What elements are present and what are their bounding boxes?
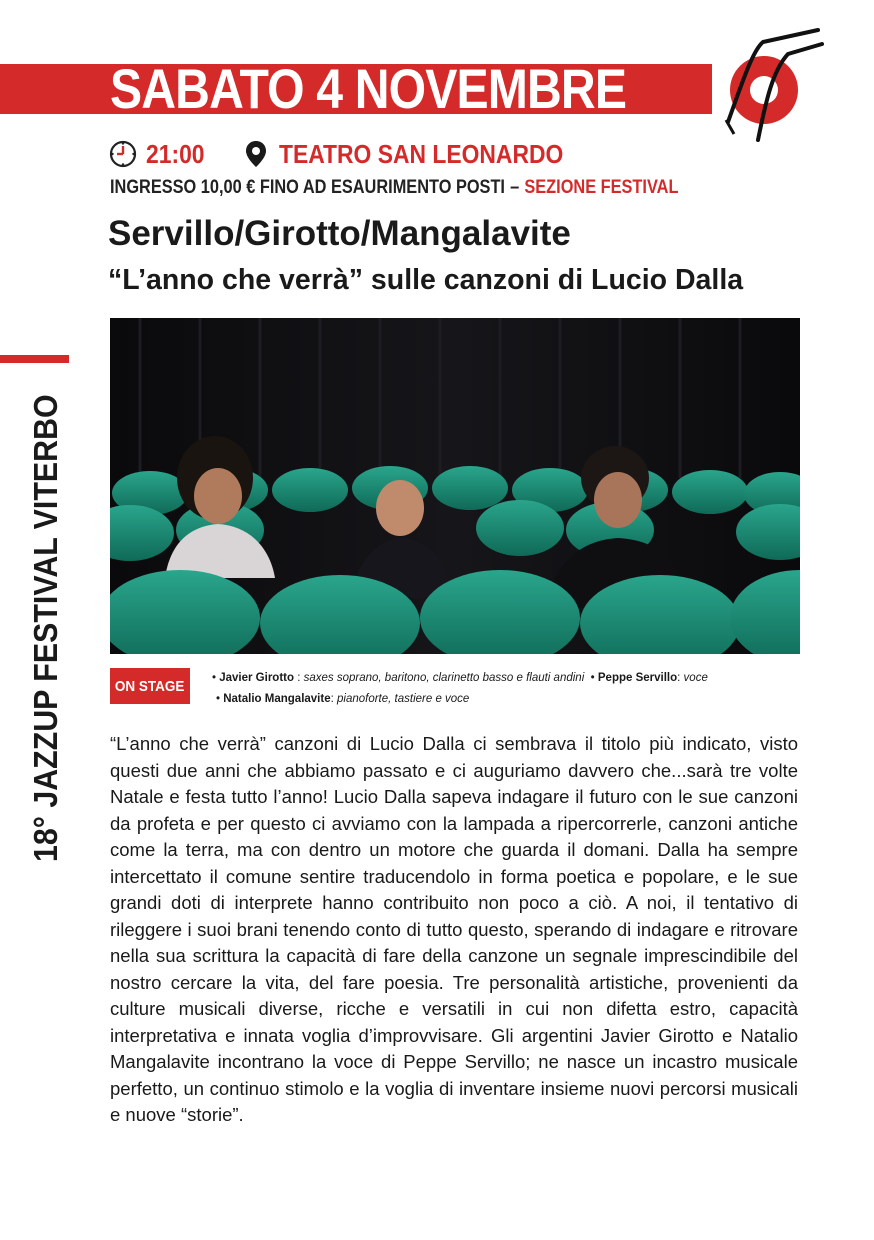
performer-role: pianoforte, tastiere e voce: [337, 693, 470, 705]
entry-separator: –: [510, 177, 520, 198]
entry-price: INGRESSO 10,00 € FINO AD ESAURIMENTO POSTI: [110, 177, 505, 198]
section-label: SEZIONE FESTIVAL: [524, 177, 679, 198]
performer-role: voce: [683, 672, 708, 684]
performer-sep: :: [330, 693, 337, 705]
clock-icon: [108, 139, 138, 169]
performer-name: Natalio Mangalavite: [223, 693, 331, 705]
festival-logo: [718, 20, 828, 150]
entry-info: [110, 176, 678, 200]
band-photo: [110, 318, 800, 654]
performer-row-2: [212, 689, 812, 710]
event-subtitle: “L’anno che verrà” sulle canzoni di Lucio Dalla: [108, 264, 744, 296]
event-description: “L’anno che verrà” canzoni di Lucio Dalla ci sembrava il titolo più indicato, visto questi due anni che abbiamo passato e ci auguriamo davvero che...sarà tre volte Natale e festa tutto l’anno! Lucio Dalla sapeva indagare il futuro con le sue canzoni da profeta e per questo ci avviamo con la lampada a ripercorrerle, canzoni antiche come la terra, ma con dentro un motore che guarda il domani. Dalla ha sempre intercettato il comune sentire traducendolo in forma poetica e popolare, e le sue grandi doti di interprete hanno contribuito non poco a ciò. A noi, il tentativo di rileggere i suoi brani tenendo conto di tutto questo, sperando di indagare e ritrovare nella sua scrittura la capacità di fare della canzone un segnale imprescindibile del nostro cercare la vita, del fare poesia. Tre personalità artistiche, provenienti da culture musicali diverse, ricche e versatili in cui non difetta estro, capacità interpretativa e innata voglia d’improvvisare. Gli argentini Javier Girotto e Natalio Mangalavite incontrano la voce di Peppe Servillo; ne nasce un incastro musicale perfetto, un continuo stimolo e la voglia di inventare insieme nuovi percorsi musicali e nuove “storie”.: [110, 733, 798, 1125]
band-photo-illustration: [110, 318, 800, 654]
artists-title: Servillo/Girotto/Mangalavite: [108, 214, 571, 253]
performer-name: Peppe Servillo: [597, 672, 678, 684]
performer-sep: :: [294, 672, 304, 684]
performer-bullet: •: [590, 672, 598, 684]
performer-bullet: •: [216, 693, 224, 705]
performer-bullet: •: [212, 672, 220, 684]
on-stage-badge: ON STAGE: [110, 668, 190, 704]
performer-row-1: [212, 668, 812, 689]
event-time: 21:00: [146, 138, 205, 169]
performer-name: Javier Girotto: [219, 672, 295, 684]
performer-role: saxes soprano, baritono, clarinetto basso e flauti andini: [303, 672, 585, 684]
event-date: SABATO 4 NOVEMBRE: [110, 57, 627, 120]
map-pin-icon: [241, 139, 271, 169]
performer-sep: :: [677, 672, 684, 684]
festival-side-label: 18° JAZZUP FESTIVAL VITERBO: [27, 394, 64, 862]
event-venue: TEATRO SAN LEONARDO: [278, 138, 563, 169]
performer-list: [212, 668, 812, 710]
time-venue-row: [108, 137, 602, 171]
